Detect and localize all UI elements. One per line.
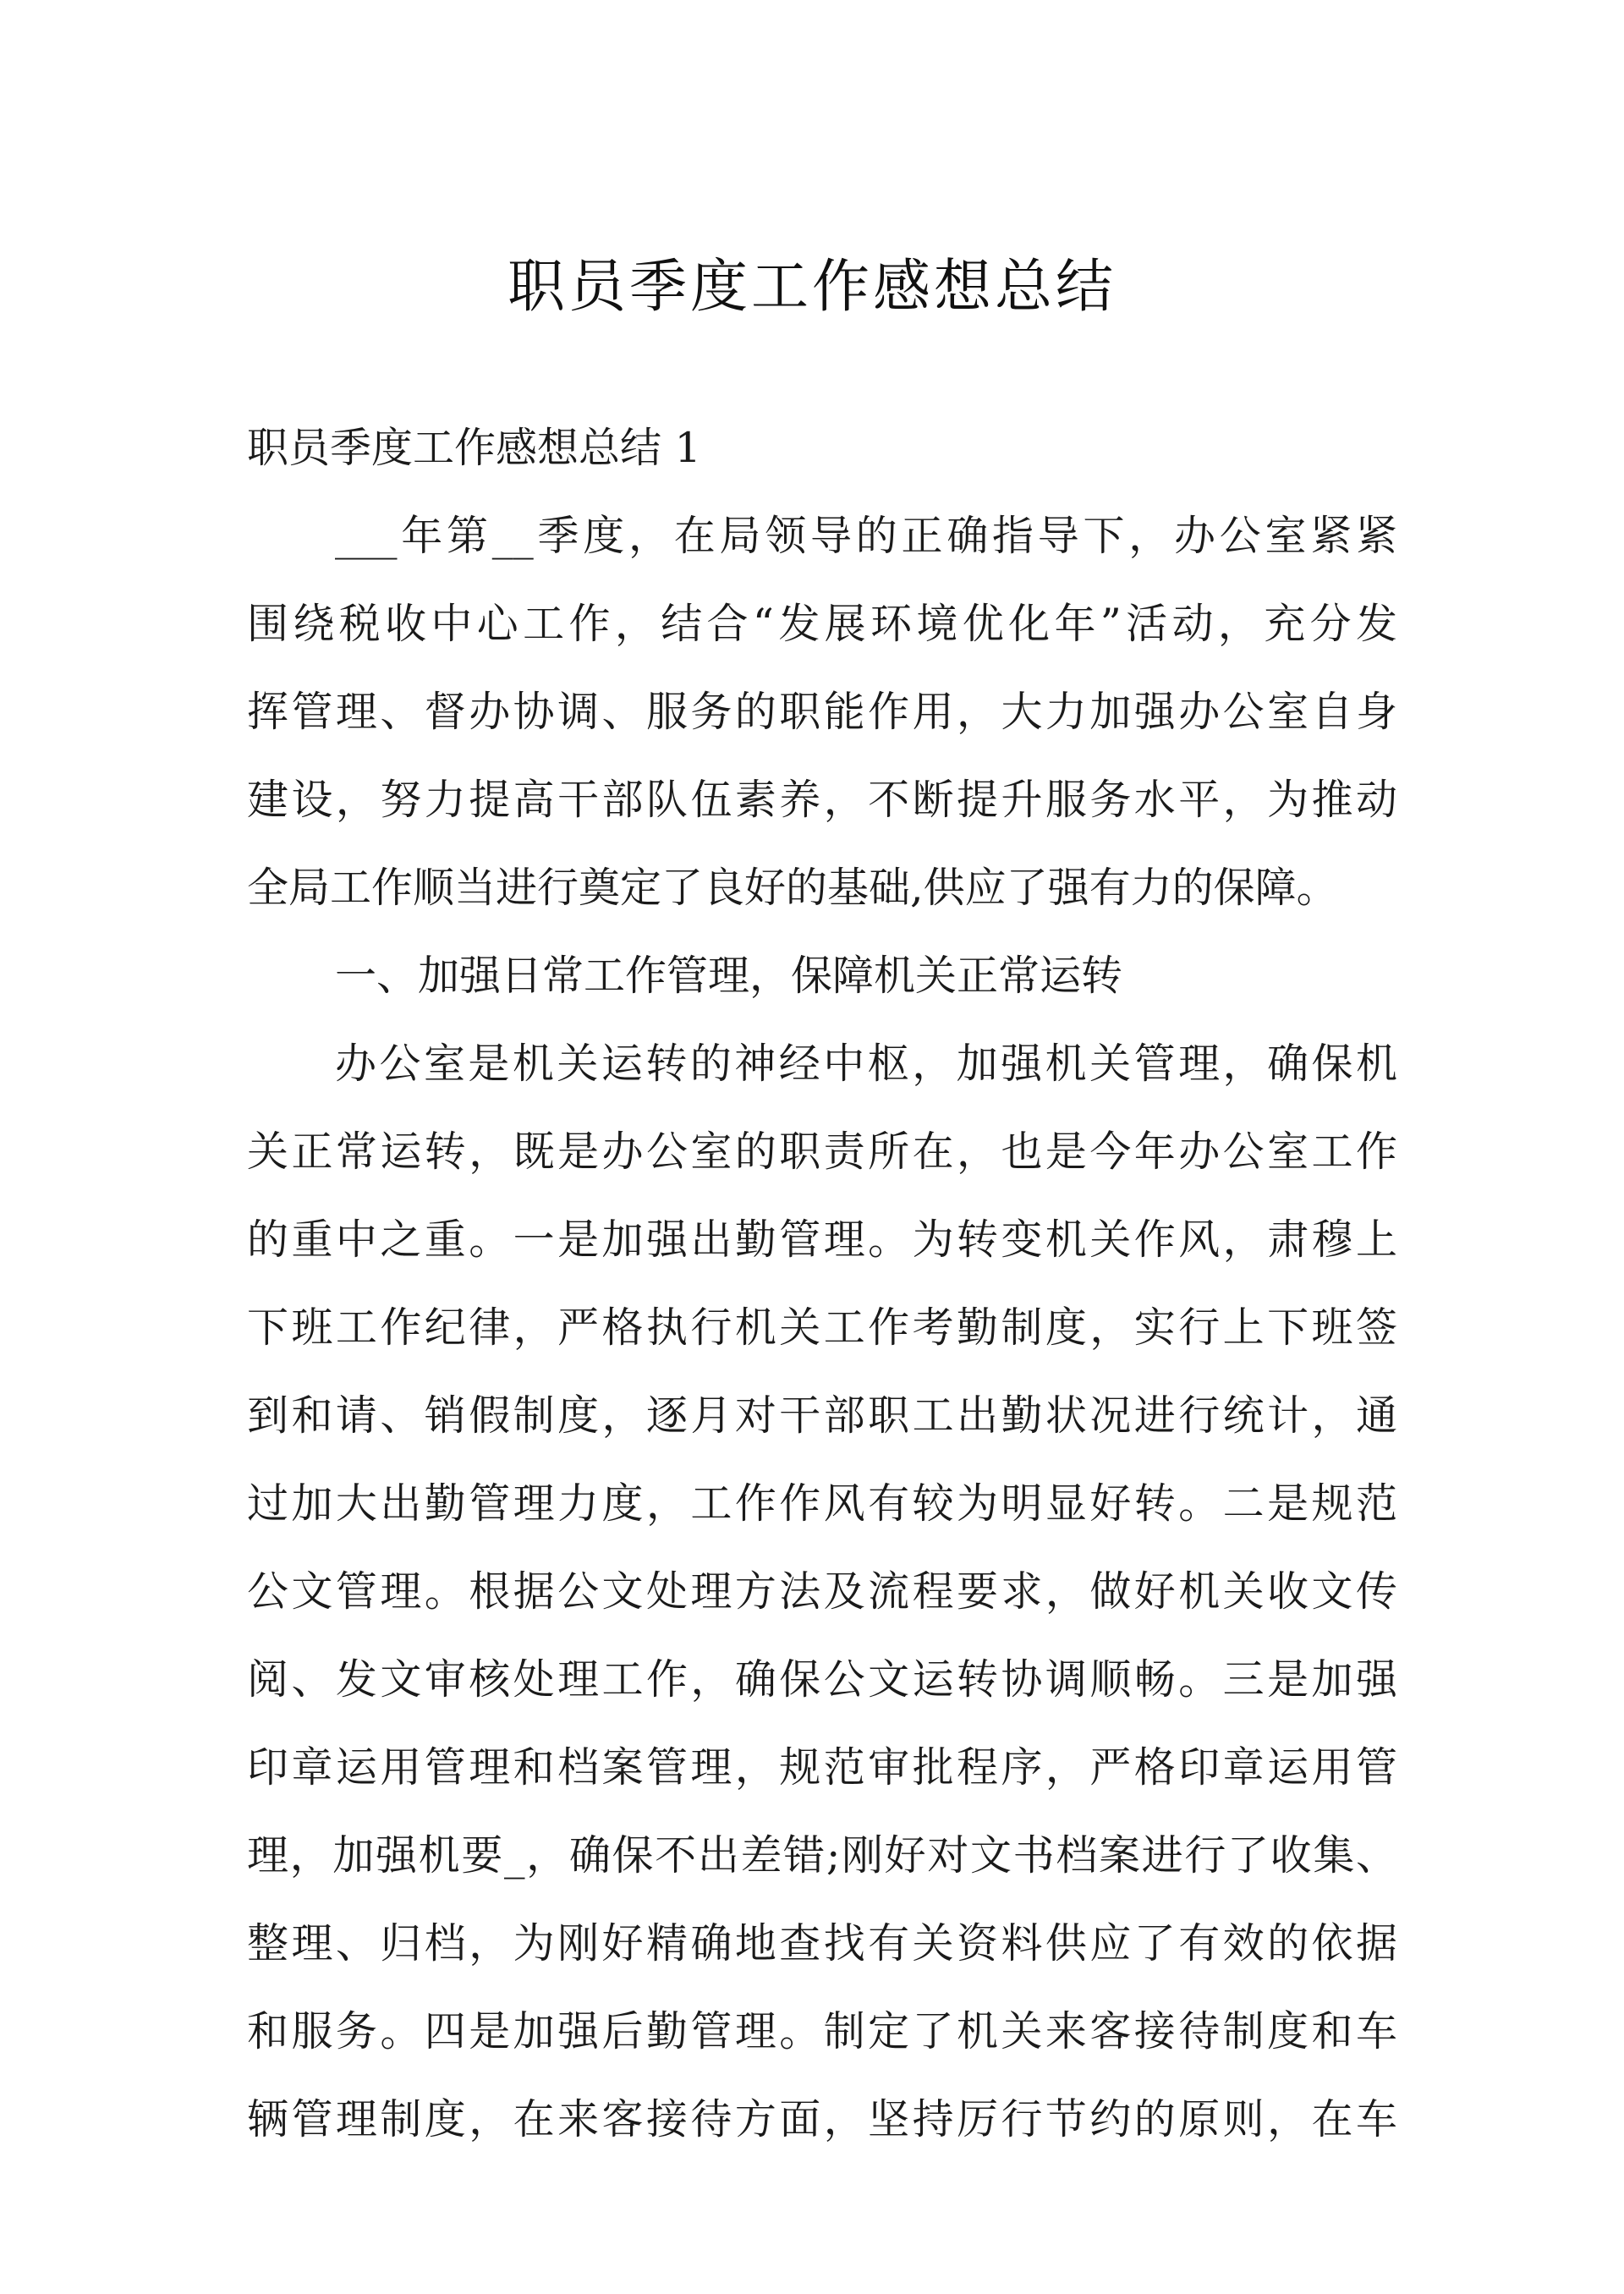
body-text-line: 职员季度工作感想总结 1: [247, 424, 701, 472]
document-body: [247, 404, 1397, 2164]
body-text-line: 和服务。四是加强后勤管理。制定了机关来客接待制度和车: [247, 2007, 1397, 2055]
body-text-line: 理，加强机要_，确保不出差错;刚好对文书档案进行了收集、: [247, 1831, 1397, 1880]
body-text-line: 印章运用管理和档案管理，规范审批程序，严格印章运用管: [247, 1743, 1397, 1792]
body-text-line: 办公室是机关运转的神经中枢，加强机关管理，确保机: [335, 1040, 1397, 1088]
body-text-line: 关正常运转，既是办公室的职责所在，也是今年办公室工作: [247, 1128, 1397, 1176]
body-text-line: 公文管理。根据公文处理方法及流程要求，做好机关收文传: [247, 1567, 1397, 1616]
body-text-line: 到和请、销假制度，逐月对干部职工出勤状况进行统计，通: [247, 1391, 1397, 1440]
body-text-line: ___年第__季度，在局领导的正确指导下，办公室紧紧: [335, 512, 1397, 560]
body-text-line: 阅、发文审核处理工作，确保公文运转协调顺畅。三是加强: [247, 1655, 1397, 1704]
document-title: 职员季度工作感想总结: [507, 254, 1116, 321]
body-text-line: 挥管理、督办协调、服务的职能作用，大力加强办公室自身: [247, 688, 1397, 736]
body-text-line: 过加大出勤管理力度，工作作风有较为明显好转。二是规范: [247, 1479, 1397, 1528]
body-text-line: 全局工作顺当进行奠定了良好的基础,供应了强有力的保障。: [247, 864, 1338, 912]
body-text-line: 的重中之重。一是加强出勤管理。为转变机关作风，肃穆上: [247, 1216, 1397, 1264]
body-text-line: 围绕税收中心工作，结合“发展环境优化年”活动，充分发: [247, 600, 1397, 648]
body-text-line: 整理、归档，为刚好精确地查找有关资料供应了有效的依据: [247, 1919, 1397, 1967]
body-text-line: 下班工作纪律，严格执行机关工作考勤制度，实行上下班签: [247, 1303, 1397, 1352]
body-text-line: 一、加强日常工作管理，保障机关正常运转: [335, 952, 1123, 1000]
body-text-line: 辆管理制度，在来客接待方面，坚持厉行节约的原则，在车: [247, 2095, 1397, 2143]
body-text-line: 建设，努力提高干部队伍素养，不断提升服务水平，为推动: [247, 776, 1397, 824]
